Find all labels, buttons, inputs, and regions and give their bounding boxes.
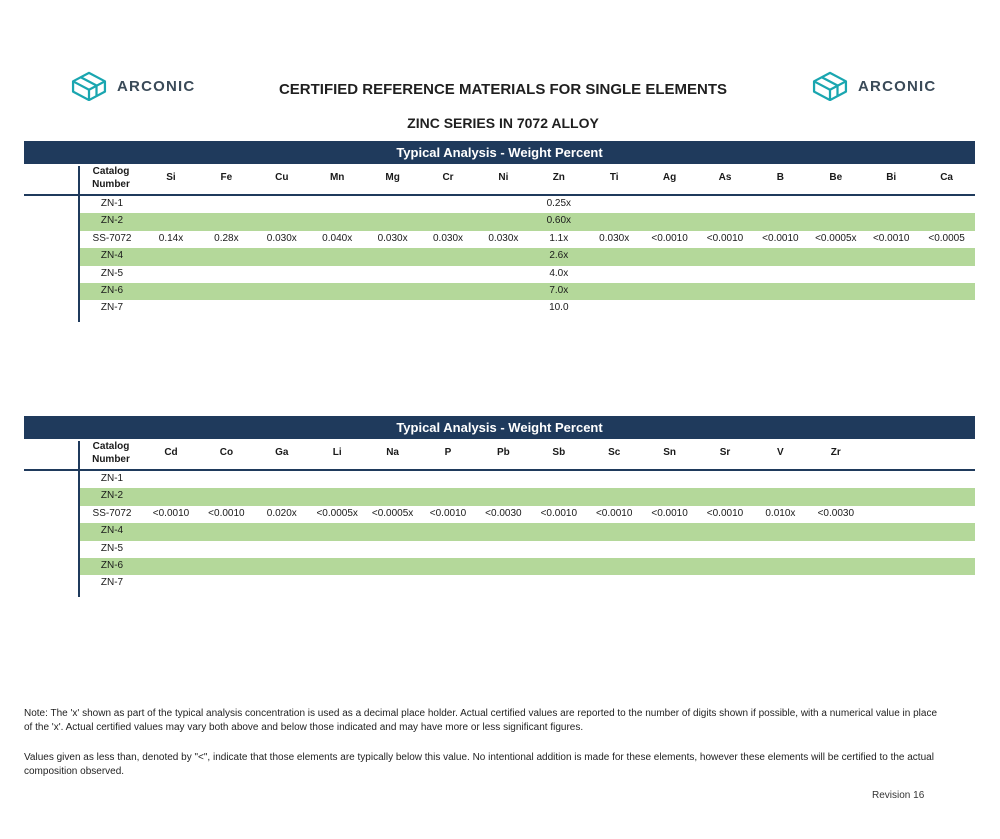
revision-label: Revision 16 [872,790,925,801]
column-header-pb: Pb [497,447,510,458]
value-cell-as: <0.0010 [706,232,744,244]
column-header-li: Li [332,447,342,458]
column-header-v: V [777,447,784,458]
value-cell-mg: 0.030x [377,232,408,244]
catalog-number-cell: SS-7072 [92,232,132,244]
column-header-ga: Ga [275,447,289,458]
row-shading [80,523,975,540]
value-cell-sc: <0.0010 [595,507,633,519]
value-cell-ca: <0.0005 [928,232,965,244]
table-row [24,488,975,505]
value-cell-be: <0.0005x [815,232,857,244]
value-cell-zn: 2.6x [549,250,569,262]
column-header-ni: Ni [498,172,509,183]
column-header-ag: Ag [662,172,677,183]
value-cell-sb: <0.0010 [540,507,578,519]
catalog-number-cell: ZN-1 [100,473,124,484]
column-header-co: Co [219,447,234,458]
row-shading [80,558,975,575]
value-cell-ti: 0.030x [599,232,630,244]
row-shading [80,488,975,505]
value-cell-zn: 0.25x [546,198,572,209]
table-row [24,196,975,213]
column-header-fe: Fe [220,172,233,183]
row-shading [80,248,975,265]
page-subtitle: ZINC SERIES IN 7072 ALLOY [407,115,599,131]
column-header-sn: Sn [663,447,676,458]
column-header-cu: Cu [275,172,289,183]
table-row [24,300,975,317]
page-title: CERTIFIED REFERENCE MATERIALS FOR SINGLE ELEMENTS [278,81,728,98]
table-body [24,471,975,593]
catalog-header-line1: Catalog [92,441,130,452]
table-row [24,213,975,230]
column-header-ca: Ca [940,172,953,183]
column-header-p: P [444,447,452,458]
column-header-zr: Zr [830,447,841,458]
catalog-number-cell: ZN-2 [100,215,124,227]
column-header-mn: Mn [329,172,345,183]
catalog-divider-line [78,166,80,322]
value-cell-bi: <0.0010 [872,232,910,244]
catalog-number-header [78,440,144,466]
analysis-table-1 [24,141,975,318]
catalog-number-cell: ZN-1 [100,198,124,209]
row-shading [80,283,975,300]
value-cell-cu: 0.030x [266,232,297,244]
table-header-row [24,439,975,471]
catalog-number-cell: ZN-7 [100,577,124,589]
value-cell-ag: <0.0010 [651,232,688,244]
catalog-number-cell: ZN-5 [100,542,124,554]
catalog-number-cell: ZN-7 [100,302,124,314]
table-banner: Typical Analysis - Weight Percent [24,416,975,439]
catalog-number-cell: ZN-5 [100,267,124,279]
table-row [24,541,975,558]
value-cell-zn: 1.1x [549,232,569,244]
column-header-mg: Mg [385,172,400,183]
brand-name: ARCONIC [117,77,196,95]
note-less-than: Values given as less than, denoted by "<", indicate that those elements are typically below this value. No intentional addition is made for these elements, however these elements will be certified to the actual composition observed. [24,752,934,777]
value-cell-mn: 0.040x [322,232,353,244]
column-header-b: B [776,172,784,183]
table-row [24,283,975,300]
analysis-table-2 [24,416,975,593]
column-header-as: As [718,172,732,183]
value-cell-li: <0.0005x [316,507,358,519]
table-row [24,231,975,248]
value-cell-ga: 0.020x [266,507,297,519]
column-header-be: Be [829,172,843,183]
value-cell-zn: 0.60x [546,215,572,227]
column-header-zn: Zn [552,172,565,183]
column-header-bi: Bi [886,172,897,183]
column-header-na: Na [386,447,399,458]
value-cell-p: <0.0010 [429,507,467,519]
column-header-sb: Sb [552,447,566,458]
catalog-header-line2: Number [92,454,130,465]
catalog-number-header [78,165,144,191]
value-cell-fe: 0.28x [214,232,239,244]
column-header-si: Si [166,172,176,183]
value-cell-pb: <0.0030 [485,507,522,519]
table-row [24,506,975,523]
value-cell-zn: 4.0x [549,267,569,279]
row-shading [80,213,975,230]
value-cell-co: <0.0010 [208,507,245,519]
value-cell-cr: 0.030x [432,232,464,244]
catalog-header-line1: Catalog [92,166,130,177]
value-cell-b: <0.0010 [762,232,799,244]
table-row [24,248,975,265]
catalog-number-cell: ZN-2 [100,490,124,502]
table-banner: Typical Analysis - Weight Percent [24,141,975,164]
table-row [24,575,975,592]
table-header-row [24,164,975,196]
value-cell-v: 0.010x [765,507,796,519]
value-cell-ni: 0.030x [488,232,519,244]
value-cell-zn: 7.0x [549,284,569,296]
brand-name: ARCONIC [858,77,937,95]
column-header-sr: Sr [719,447,731,458]
value-cell-na: <0.0005x [371,507,414,519]
table-row [24,266,975,283]
table-body [24,196,975,318]
column-header-sc: Sc [608,447,621,458]
catalog-number-cell: ZN-6 [100,559,124,571]
table-row [24,471,975,488]
catalog-number-cell: ZN-4 [100,525,124,537]
catalog-number-cell: SS-7072 [92,507,132,519]
table-row [24,558,975,575]
value-cell-zr: <0.0030 [817,507,855,519]
catalog-divider-line [78,441,80,597]
value-cell-sr: <0.0010 [706,507,744,519]
catalog-header-line2: Number [92,179,130,190]
value-cell-si: 0.14x [158,232,184,244]
value-cell-sn: <0.0010 [651,507,688,519]
catalog-number-cell: ZN-4 [100,250,124,262]
column-header-ti: Ti [609,172,619,183]
column-header-cd: Cd [164,447,178,458]
column-header-cr: Cr [442,172,454,183]
note-decimal-placeholder: Note: The 'x' shown as part of the typical analysis concentration is used as a decimal place holder. Actual certified values are reported to the number of digits shown if possible, with a numerical value in place of the 'x'. Actual certified values may vary both above and below those indicated and may have more or less significant figures. [24,708,938,733]
value-cell-cd: <0.0010 [152,507,190,519]
catalog-number-cell: ZN-6 [100,284,124,296]
value-cell-zn: 10.0 [549,302,569,314]
table-row [24,523,975,540]
